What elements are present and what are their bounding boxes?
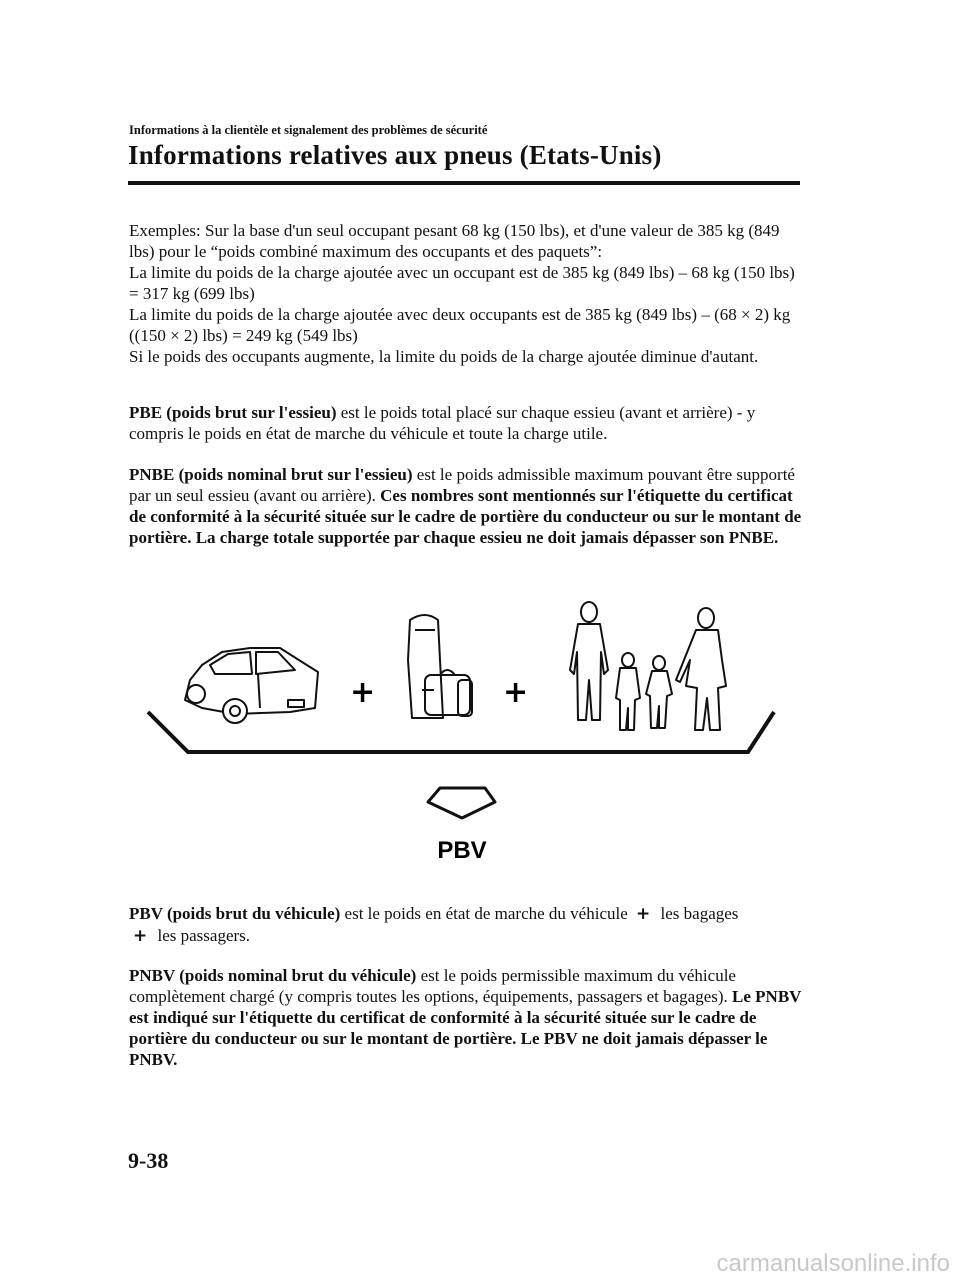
section-label: Informations à la clientèle et signalement des problèmes de sécurité (129, 123, 488, 137)
pnbv-paragraph (129, 965, 804, 1070)
pbe-term: PBE (poids brut sur l'essieu) (129, 403, 337, 422)
luggage-illustration (408, 615, 472, 718)
pbv-text-3: les passagers. (153, 926, 251, 945)
pnbv-text: est le poids permissible maximum du véhicule complètement chargé (y compris toutes les options, équipements, passagers et bagages). (129, 966, 736, 1006)
car-illustration (185, 648, 318, 723)
pnbe-term: PNBE (poids nominal brut sur l'essieu) (129, 465, 413, 484)
example-line-4: Si le poids des occupants augmente, la limite du poids de la charge ajoutée diminue d'autant. (129, 347, 759, 366)
examples-block (129, 220, 804, 367)
pnbv-bold-text: Le PNBV est indiqué sur l'étiquette du certificat de conformité à la sécurité située sur le cadre de portière du conducteur ou sur le montant de portière. Le PBV ne doit jamais dépasser le PNBV. (129, 987, 802, 1069)
plus-icon: + (133, 926, 148, 946)
pbv-figure (140, 590, 790, 880)
pbe-paragraph (129, 402, 804, 444)
passengers-illustration (570, 602, 726, 730)
pnbe-bold-text: Ces nombres sont mentionnés sur l'étiquette du certificat de conformité à la sécurité située sur le cadre de portière du conducteur ou sur le montant de portière. La charge totale supportée par chaque essieu ne doit jamais dépasser son PNBE. (129, 486, 802, 547)
example-line-2: La limite du poids de la charge ajoutée avec un occupant est de 385 kg (849 lbs) – 68 kg (150 lbs) = 317 kg (699 lbs) (129, 263, 795, 303)
pnbe-text: est le poids admissible maximum pouvant être supporté par un seul essieu (avant ou arrière). (129, 465, 795, 505)
pnbv-term: PNBV (poids nominal brut du véhicule) (129, 966, 417, 985)
title-rule (128, 181, 800, 185)
example-line-3: La limite du poids de la charge ajoutée avec deux occupants est de 385 kg (849 lbs) – (68 × 2) kg ((150 × 2) lbs) = 249 kg (549 lbs) (129, 305, 791, 345)
plus-symbol-2: + (503, 675, 529, 710)
pbv-text-2: les bagages (656, 904, 739, 923)
pbv-paragraph (129, 903, 804, 947)
plus-symbol-1: + (350, 675, 376, 710)
watermark: carmanualsonline.info (716, 1250, 950, 1277)
down-arrow-icon (428, 788, 495, 818)
pbe-text: est le poids total placé sur chaque essieu (avant et arrière) - y compris le poids en état de marche du véhicule et toute la charge utile. (129, 403, 756, 443)
pbv-result-label: PBV (437, 837, 487, 864)
pbv-term: PBV (poids brut du véhicule) (129, 904, 341, 923)
pnbe-paragraph (129, 464, 804, 548)
plus-icon: + (636, 904, 651, 924)
page-number: 9-38 (128, 1148, 169, 1173)
pbv-text-1: est le poids en état de marche du véhicule (340, 904, 633, 923)
page-title: Informations relatives aux pneus (Etats-Unis) (128, 140, 662, 170)
example-line-1: Exemples: Sur la base d'un seul occupant pesant 68 kg (150 lbs), et d'une valeur de 385 kg (849 lbs) pour le “poids combiné maximum des occupants et des paquets”: (129, 221, 780, 261)
